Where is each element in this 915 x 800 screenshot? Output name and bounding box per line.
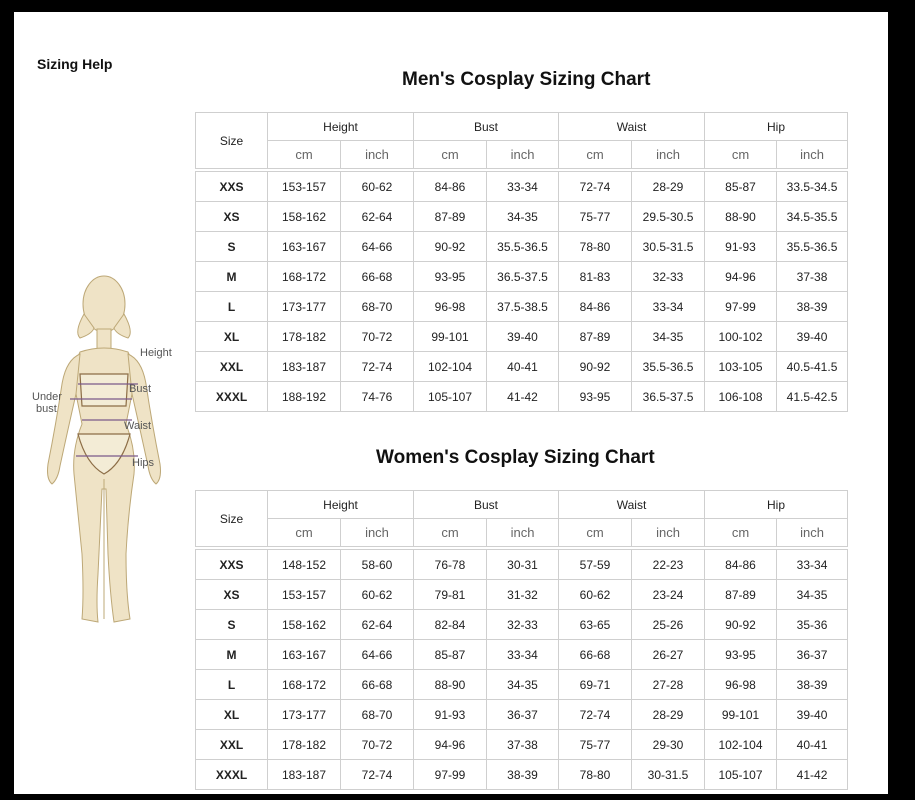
measurement-cell: 30.5-31.5 <box>632 232 705 262</box>
unit-header: inch <box>341 519 414 547</box>
measurement-cell: 40-41 <box>777 730 848 760</box>
measurement-cell: 39-40 <box>487 322 559 352</box>
unit-header: cm <box>559 519 632 547</box>
measurement-cell: 148-152 <box>268 550 341 580</box>
measurement-cell: 34-35 <box>487 202 559 232</box>
measurement-cell: 34-35 <box>777 580 848 610</box>
height-label: Height <box>140 347 172 359</box>
size-header: Size <box>196 113 268 169</box>
measurement-cell: 35.5-36.5 <box>777 232 848 262</box>
unit-header: cm <box>705 141 777 169</box>
measurement-cell: 91-93 <box>705 232 777 262</box>
size-cell: S <box>196 610 268 640</box>
measurement-cell: 79-81 <box>414 580 487 610</box>
table-row <box>196 640 848 670</box>
measurement-cell: 60-62 <box>341 580 414 610</box>
measurement-cell: 178-182 <box>268 730 341 760</box>
measurement-cell: 26-27 <box>632 640 705 670</box>
measurement-cell: 102-104 <box>414 352 487 382</box>
unit-header: cm <box>559 141 632 169</box>
measurement-cell: 39-40 <box>777 700 848 730</box>
measurement-cell: 84-86 <box>559 292 632 322</box>
measurement-cell: 106-108 <box>705 382 777 412</box>
measurement-cell: 78-80 <box>559 760 632 790</box>
measurement-cell: 70-72 <box>341 730 414 760</box>
measurement-cell: 60-62 <box>341 172 414 202</box>
measurement-cell: 102-104 <box>705 730 777 760</box>
unit-header: cm <box>268 519 341 547</box>
measurement-cell: 70-72 <box>341 322 414 352</box>
measurement-cell: 33-34 <box>777 550 848 580</box>
size-cell: M <box>196 262 268 292</box>
measurement-cell: 91-93 <box>414 700 487 730</box>
measurement-cell: 178-182 <box>268 322 341 352</box>
measurement-cell: 27-28 <box>632 670 705 700</box>
measurement-cell: 37-38 <box>487 730 559 760</box>
mens-chart-title: Men's Cosplay Sizing Chart <box>402 69 651 90</box>
measurement-cell: 64-66 <box>341 640 414 670</box>
unit-header: inch <box>487 141 559 169</box>
measurement-cell: 183-187 <box>268 760 341 790</box>
measurement-cell: 74-76 <box>341 382 414 412</box>
table-row <box>196 322 848 352</box>
measurement-cell: 68-70 <box>341 292 414 322</box>
measurement-cell: 188-192 <box>268 382 341 412</box>
table-row <box>196 700 848 730</box>
measurement-cell: 28-29 <box>632 172 705 202</box>
measurement-cell: 38-39 <box>777 670 848 700</box>
measurement-cell: 158-162 <box>268 202 341 232</box>
group-header-waist: Waist <box>559 491 705 519</box>
measurement-cell: 25-26 <box>632 610 705 640</box>
measurement-cell: 93-95 <box>705 640 777 670</box>
womens-chart-title: Women's Cosplay Sizing Chart <box>376 447 655 468</box>
measurement-cell: 183-187 <box>268 352 341 382</box>
measurement-cell: 22-23 <box>632 550 705 580</box>
unit-header: inch <box>632 141 705 169</box>
measurement-cell: 35-36 <box>777 610 848 640</box>
measurement-cell: 97-99 <box>414 760 487 790</box>
measurement-cell: 105-107 <box>414 382 487 412</box>
measurement-cell: 87-89 <box>414 202 487 232</box>
measurement-cell: 90-92 <box>559 352 632 382</box>
measurement-cell: 163-167 <box>268 640 341 670</box>
measurement-cell: 153-157 <box>268 172 341 202</box>
measurement-cell: 72-74 <box>341 352 414 382</box>
measurement-cell: 31-32 <box>487 580 559 610</box>
measurement-cell: 35.5-36.5 <box>487 232 559 262</box>
measurement-cell: 97-99 <box>705 292 777 322</box>
measurement-cell: 88-90 <box>414 670 487 700</box>
table-row <box>196 550 848 580</box>
measurement-cell: 90-92 <box>705 610 777 640</box>
measurement-cell: 84-86 <box>414 172 487 202</box>
unit-header: inch <box>632 519 705 547</box>
table-row <box>196 352 848 382</box>
size-cell: S <box>196 232 268 262</box>
size-cell: XS <box>196 580 268 610</box>
measurement-cell: 85-87 <box>705 172 777 202</box>
measurement-cell: 68-70 <box>341 700 414 730</box>
measurement-cell: 36-37 <box>487 700 559 730</box>
measurement-cell: 23-24 <box>632 580 705 610</box>
header-group-row <box>196 491 848 519</box>
size-cell: XXL <box>196 730 268 760</box>
measurement-cell: 85-87 <box>414 640 487 670</box>
measurement-cell: 39-40 <box>777 322 848 352</box>
measurement-cell: 33-34 <box>487 640 559 670</box>
table-row <box>196 760 848 790</box>
page-canvas <box>14 12 888 794</box>
under-bust-label-line2: bust <box>36 403 57 415</box>
measurement-cell: 33.5-34.5 <box>777 172 848 202</box>
body-measurement-figure <box>22 274 182 634</box>
measurement-cell: 93-95 <box>559 382 632 412</box>
table-row <box>196 580 848 610</box>
measurement-cell: 40-41 <box>487 352 559 382</box>
measurement-cell: 100-102 <box>705 322 777 352</box>
womens-sizing-table <box>195 490 848 790</box>
size-cell: XXS <box>196 550 268 580</box>
waist-label: Waist <box>124 420 152 432</box>
unit-header: inch <box>487 519 559 547</box>
measurement-cell: 72-74 <box>559 700 632 730</box>
measurement-cell: 94-96 <box>414 730 487 760</box>
measurement-cell: 37-38 <box>777 262 848 292</box>
measurement-cell: 163-167 <box>268 232 341 262</box>
measurement-cell: 66-68 <box>341 262 414 292</box>
measurement-cell: 41.5-42.5 <box>777 382 848 412</box>
unit-header: cm <box>414 141 487 169</box>
unit-header: cm <box>268 141 341 169</box>
table-row <box>196 292 848 322</box>
size-cell: XXS <box>196 172 268 202</box>
measurement-cell: 78-80 <box>559 232 632 262</box>
measurement-cell: 36.5-37.5 <box>632 382 705 412</box>
size-header: Size <box>196 491 268 547</box>
measurement-cell: 93-95 <box>414 262 487 292</box>
measurement-cell: 30-31 <box>487 550 559 580</box>
measurement-cell: 36-37 <box>777 640 848 670</box>
measurement-cell: 99-101 <box>705 700 777 730</box>
measurement-cell: 62-64 <box>341 610 414 640</box>
measurement-cell: 34.5-35.5 <box>777 202 848 232</box>
measurement-cell: 87-89 <box>705 580 777 610</box>
group-header-bust: Bust <box>414 491 559 519</box>
measurement-cell: 153-157 <box>268 580 341 610</box>
measurement-cell: 168-172 <box>268 262 341 292</box>
measurement-cell: 94-96 <box>705 262 777 292</box>
size-cell: L <box>196 292 268 322</box>
table-row <box>196 172 848 202</box>
bra-shape <box>80 374 128 406</box>
measurement-cell: 99-101 <box>414 322 487 352</box>
measurement-cell: 75-77 <box>559 202 632 232</box>
measurement-cell: 87-89 <box>559 322 632 352</box>
measurement-cell: 41-42 <box>487 382 559 412</box>
measurement-cell: 38-39 <box>777 292 848 322</box>
group-header-bust: Bust <box>414 113 559 141</box>
measurement-cell: 158-162 <box>268 610 341 640</box>
size-cell: M <box>196 640 268 670</box>
group-header-height: Height <box>268 491 414 519</box>
table-row <box>196 382 848 412</box>
hips-label: Hips <box>132 457 155 469</box>
measurement-cell: 173-177 <box>268 700 341 730</box>
measurement-cell: 96-98 <box>705 670 777 700</box>
measurement-cell: 40.5-41.5 <box>777 352 848 382</box>
measurement-cell: 66-68 <box>341 670 414 700</box>
measurement-cell: 72-74 <box>559 172 632 202</box>
measurement-cell: 32-33 <box>487 610 559 640</box>
measurement-cell: 60-62 <box>559 580 632 610</box>
size-cell: XL <box>196 322 268 352</box>
measurement-cell: 173-177 <box>268 292 341 322</box>
measurement-cell: 35.5-36.5 <box>632 352 705 382</box>
mens-sizing-table <box>195 112 848 412</box>
measurement-cell: 88-90 <box>705 202 777 232</box>
unit-header: inch <box>777 519 848 547</box>
table-row <box>196 202 848 232</box>
measurement-cell: 82-84 <box>414 610 487 640</box>
size-cell: XXXL <box>196 382 268 412</box>
measurement-cell: 33-34 <box>632 292 705 322</box>
measurement-cell: 34-35 <box>487 670 559 700</box>
measurement-cell: 34-35 <box>632 322 705 352</box>
measurement-cell: 33-34 <box>487 172 559 202</box>
measurement-cell: 63-65 <box>559 610 632 640</box>
measurement-cell: 66-68 <box>559 640 632 670</box>
group-header-hip: Hip <box>705 491 848 519</box>
bust-label: Bust <box>129 383 152 395</box>
under-bust-label: Under <box>32 391 62 403</box>
measurement-cell: 30-31.5 <box>632 760 705 790</box>
measurement-cell: 57-59 <box>559 550 632 580</box>
measurement-cell: 96-98 <box>414 292 487 322</box>
measurement-cell: 41-42 <box>777 760 848 790</box>
measurement-cell: 105-107 <box>705 760 777 790</box>
size-cell: XL <box>196 700 268 730</box>
header-unit-row <box>196 141 848 169</box>
measurement-cell: 64-66 <box>341 232 414 262</box>
measurement-cell: 29-30 <box>632 730 705 760</box>
measurement-cell: 28-29 <box>632 700 705 730</box>
measurement-cell: 58-60 <box>341 550 414 580</box>
measurement-cell: 69-71 <box>559 670 632 700</box>
page-title: Sizing Help <box>37 56 113 72</box>
measurement-cell: 168-172 <box>268 670 341 700</box>
unit-header: inch <box>777 141 848 169</box>
header-group-row <box>196 113 848 141</box>
measurement-cell: 38-39 <box>487 760 559 790</box>
measurement-cell: 90-92 <box>414 232 487 262</box>
group-header-hip: Hip <box>705 113 848 141</box>
measurement-cell: 62-64 <box>341 202 414 232</box>
measurement-cell: 37.5-38.5 <box>487 292 559 322</box>
measurement-cell: 103-105 <box>705 352 777 382</box>
measurement-cell: 84-86 <box>705 550 777 580</box>
size-cell: L <box>196 670 268 700</box>
measurement-cell: 76-78 <box>414 550 487 580</box>
size-cell: XXXL <box>196 760 268 790</box>
measurement-cell: 29.5-30.5 <box>632 202 705 232</box>
table-row <box>196 610 848 640</box>
table-row <box>196 232 848 262</box>
table-row <box>196 730 848 760</box>
measurement-cell: 72-74 <box>341 760 414 790</box>
table-row <box>196 670 848 700</box>
header-unit-row <box>196 519 848 547</box>
measurement-cell: 32-33 <box>632 262 705 292</box>
size-cell: XS <box>196 202 268 232</box>
measurement-cell: 81-83 <box>559 262 632 292</box>
size-cell: XXL <box>196 352 268 382</box>
measurement-cell: 36.5-37.5 <box>487 262 559 292</box>
measurement-cell: 75-77 <box>559 730 632 760</box>
group-header-height: Height <box>268 113 414 141</box>
unit-header: cm <box>705 519 777 547</box>
unit-header: cm <box>414 519 487 547</box>
unit-header: inch <box>341 141 414 169</box>
group-header-waist: Waist <box>559 113 705 141</box>
table-row <box>196 262 848 292</box>
